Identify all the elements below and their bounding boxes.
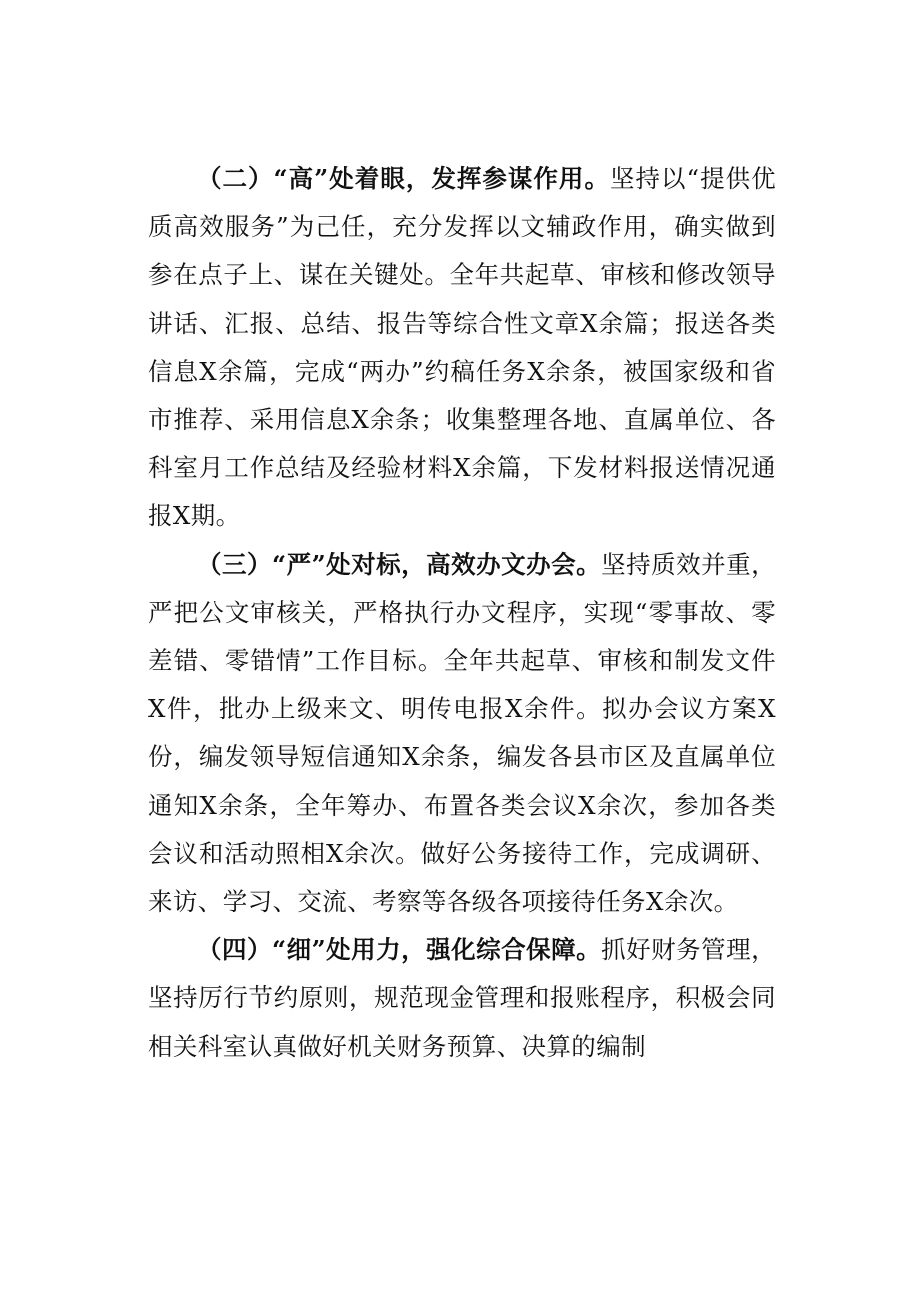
paragraph-section-2 bbox=[148, 155, 776, 541]
section-body: 抓好财务管理，坚持厉行节约原则，规范现金管理和报账程序，积极会同相关科室认真做好机关财务预算、决算的编制 bbox=[148, 935, 776, 1061]
section-heading: （二）“高”处着眼，发挥参谋作用。 bbox=[197, 164, 610, 193]
section-body: 坚持质效并重，严把公文审核关，严格执行办文程序，实现“零事故、零差错、零错情”工作目标。全年共起草、审核和制发文件X件，批办上级来文、明传电报X余件。拟办会议方案X份，编发领导短信通知X余条，编发各县市区及直属单位通知X余条，全年筹办、布置各类会议X余次，参加各类会议和活动照相X余次。做好公务接待工作，完成调研、来访、学习、交流、考察等各级各项接待任务X余次。 bbox=[148, 549, 776, 917]
section-body: 坚持以“提供优质高效服务”为己任，充分发挥以文辅政作用，确实做到参在点子上、谋在关键处。全年共起草、审核和修改领导讲话、汇报、总结、报告等综合性文章X余篇；报送各类信息X余篇，完成“两办”约稿任务X余条，被国家级和省市推荐、采用信息X余条；收集整理各地、直属单位、各科室月工作总结及经验材料X余篇，下发材料报送情况通报X期。 bbox=[148, 164, 777, 531]
paragraph-section-4 bbox=[148, 926, 776, 1071]
section-heading: （四）“细”处用力，强化综合保障。 bbox=[197, 935, 602, 965]
section-heading: （三）“严”处对标，高效办文办会。 bbox=[197, 549, 602, 579]
paragraph-section-3 bbox=[148, 541, 776, 927]
document-page bbox=[148, 155, 776, 1071]
